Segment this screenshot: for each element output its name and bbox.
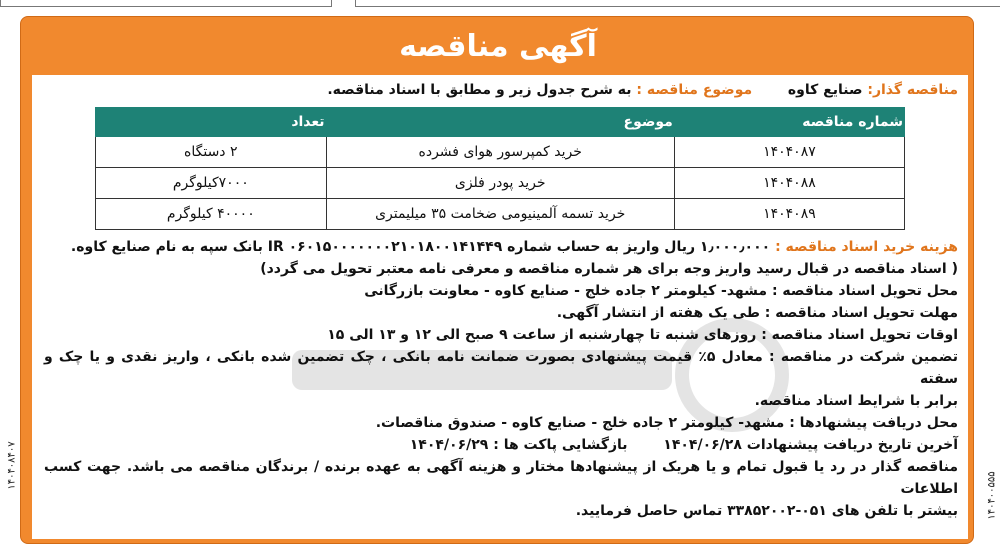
delivery-deadline: مهلت تحویل اسناد مناقصه : طی یک هفته از انتشار آگهی. — [556, 305, 958, 321]
guarantee-line-1: تضمین شرکت در مناقصه : معادل ۵٪ قیمت پیشنهادی بصورت ضمانت نامه بانکی ، چک تضمین شده بانکی ، واریز نقدی و یا چک و سفته — [44, 349, 958, 387]
note-line: ( اسناد مناقصه در قبال رسید واریز وجه برای هر شماره مناقصه و معرفی نامه معتبر تحویل می گردد) — [260, 261, 958, 277]
top-border-left — [0, 0, 332, 7]
header-quantity: تعداد — [96, 108, 327, 137]
delivery-place: محل تحویل اسناد مناقصه : مشهد- کیلومتر ۲ جاده خلج - صنایع کاوه - معاونت بازرگانی — [364, 283, 958, 299]
tender-subject: خرید پودر فلزی — [326, 168, 674, 199]
rights-line-2: بیشتر با تلفن های ۰۵۱-۳۳۸۵۲۰۰۲ تماس حاصل فرمایید. — [575, 503, 958, 519]
proposal-place: محل دریافت پیشنهادها : مشهد- کیلومتر ۲ جاده خلج - صنایع کاوه - صندوق مناقصات. — [375, 415, 958, 431]
notice-header — [21, 17, 975, 75]
cost-label: هزینه خرید اسناد مناقصه : — [775, 239, 958, 255]
deadline-line — [42, 434, 958, 456]
tender-subject: خرید کمپرسور هوای فشرده — [326, 137, 674, 168]
table-row — [96, 199, 905, 230]
notice-frame — [20, 16, 974, 544]
header-subject: موضوع — [326, 108, 674, 137]
tender-number: ۱۴۰۴۰۸۹ — [674, 199, 904, 230]
organizer-value: صنایع کاوه — [787, 82, 863, 98]
subject-value: به شرح جدول زیر و مطابق با اسناد مناقصه. — [327, 82, 632, 98]
table-header-row — [96, 108, 905, 137]
top-border-right — [355, 0, 1000, 7]
opening-label: بازگشایی پاکت ها : — [493, 437, 628, 453]
tender-quantity: ۴۰۰۰۰ کیلوگرم — [96, 199, 327, 230]
deadline-label: آخرین تاریخ دریافت پیشنهادات — [746, 437, 958, 453]
guarantee-line-2: برابر با شرایط اسناد مناقصه. — [754, 393, 958, 409]
side-code-right: ۱۴۰۴۰۰۵۵۵ — [986, 471, 998, 520]
tender-number: ۱۴۰۴۰۸۸ — [674, 168, 904, 199]
tender-subject: خرید تسمه آلمینیومی ضخامت ۳۵ میلیمتری — [326, 199, 674, 230]
side-code-left: ۱۴۰۴۰۸۴۰۷ — [6, 441, 18, 490]
opening-value: ۱۴۰۴/۰۶/۲۹ — [409, 437, 489, 453]
header-number: شماره مناقصه — [674, 108, 904, 137]
cost-line — [42, 236, 958, 258]
table-row — [96, 137, 905, 168]
intro-line — [42, 79, 958, 101]
table-row — [96, 168, 905, 199]
tender-number: ۱۴۰۴۰۸۷ — [674, 137, 904, 168]
details-section — [42, 236, 958, 522]
notice-body — [32, 75, 968, 539]
notice-title: آگهی مناقصه — [399, 28, 597, 64]
cost-value: ۱٫۰۰۰٫۰۰۰ ریال واریز به حساب شماره IR ۰۶۰۱۵۰۰۰۰۰۰۰۲۱۰۱۸۰۰۱۴۱۴۴۹ بانک سپه به نام صنایع کاوه. — [70, 239, 771, 255]
deadline-value: ۱۴۰۴/۰۶/۲۸ — [663, 437, 742, 453]
tender-quantity: ۲ دستگاه — [96, 137, 327, 168]
delivery-hours: اوقات تحویل اسناد مناقصه : روزهای شنبه تا چهارشنبه از ساعت ۹ صبح الی ۱۲ و ۱۳ الی ۱۵ — [327, 327, 958, 343]
tender-quantity: ۷۰۰۰کیلوگرم — [96, 168, 327, 199]
tender-table — [95, 107, 905, 230]
subject-label: موضوع مناقصه : — [636, 82, 753, 98]
rights-line-1: مناقصه گذار در رد یا قبول تمام و یا هریک از پیشنهادها مختار و هزینه آگهی به عهده برنده / برندگان مناقصه می باشد. جهت کسب اطلاعات — [44, 459, 958, 497]
organizer-label: مناقصه گذار: — [867, 82, 958, 98]
